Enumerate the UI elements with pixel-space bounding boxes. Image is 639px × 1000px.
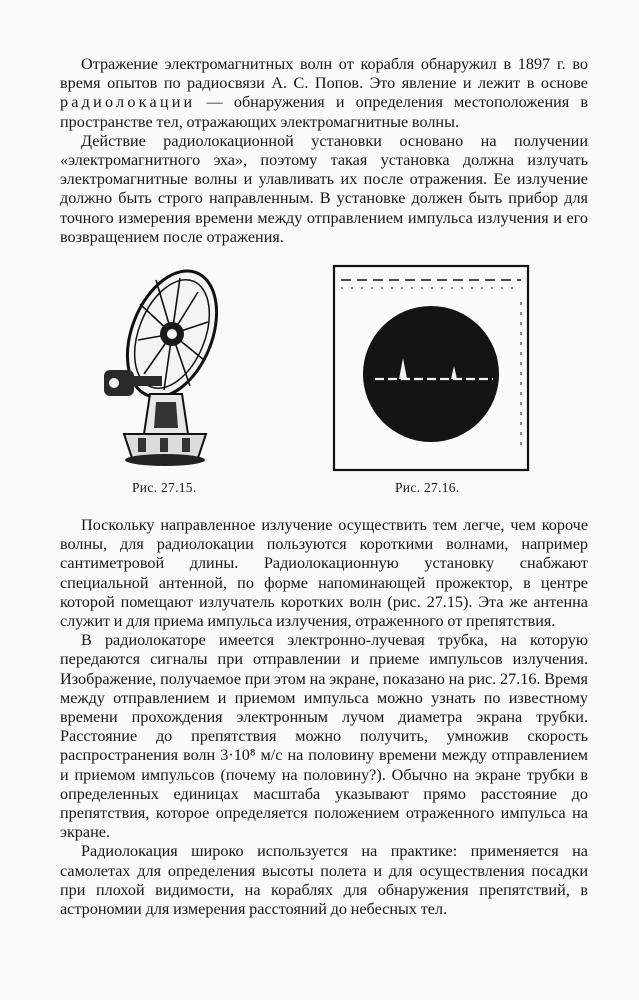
figure-crt-screen — [331, 262, 531, 474]
paragraph: Действие радиолокационной установки основано на получении «электромагнитного эха», поэтому такая установка должна излучать электромагнитные волны и улавливать их после отражения. Ее излучение должно быть строго направленным. В установке должен быть прибор для точного измерения времени между отправлением импульса излучения и его возвращением после отражения. — [60, 131, 588, 246]
paragraph — [60, 55, 588, 132]
paragraph-text: — обнаружения и определения местоположения в пространстве тел, отражающих электромагнитные волны. — [60, 93, 588, 131]
text-block-bottom — [60, 516, 588, 919]
figure-caption: Рис. 27.15. — [132, 480, 197, 495]
paragraph: Радиолокация широко используется на практике: применяется на самолетах для определения высоты полета и для осуществления посадки при плохой видимости, на кораблях для обнаружения препятствий, в астрономии для измерения расстояний до небесных тел. — [60, 842, 588, 919]
spaced-term: радиолокации — [60, 93, 196, 112]
text-block-top — [60, 55, 588, 247]
paragraph: В радиолокаторе имеется электронно-лучевая трубка, на которую передаются сигналы при отправлении и приеме импульсов излучения. Изображение, получаемое при этом на экране, показано на рис. 27.16. Время между отправлением и приемом импульса можно узнать по известному времени прохождения электронным лучом диаметра экрана трубки. Расстояние до препятствия можно получить, умножив скорость распространения волн 3·10⁸ м/с на половину времени между отправлением и приемом импульсов (почему на половину?). Обычно на экране трубки в определенных единицах масштаба указывают прямо расстояние до препятствия, которое определяется положением отраженного импульса на экране. — [60, 631, 588, 842]
figure-radar-antenna — [98, 262, 222, 474]
paragraph-text: Отражение электромагнитных волн от корабля обнаружил в 1897 г. во время опытов по радиосвязи А. С. Попов. Это явление и лежит в основе — [60, 55, 588, 93]
paragraph: Поскольку направленное излучение осуществить тем легче, чем короче волны, для радиолокации пользуются короткими волнами, например сантиметровой длины. Радиолокационную установку снабжают специальной антенной, по форме напоминающей прожектор, в центре которой помещают излучатель коротких волн (рис. 27.15). Эта же антенна служит и для приема импульса излучения, отраженного от препятствия. — [60, 516, 588, 631]
figure-caption: Рис. 27.16. — [395, 480, 460, 495]
radar-antenna-icon — [98, 262, 222, 474]
oscilloscope-screen-icon — [331, 262, 531, 474]
